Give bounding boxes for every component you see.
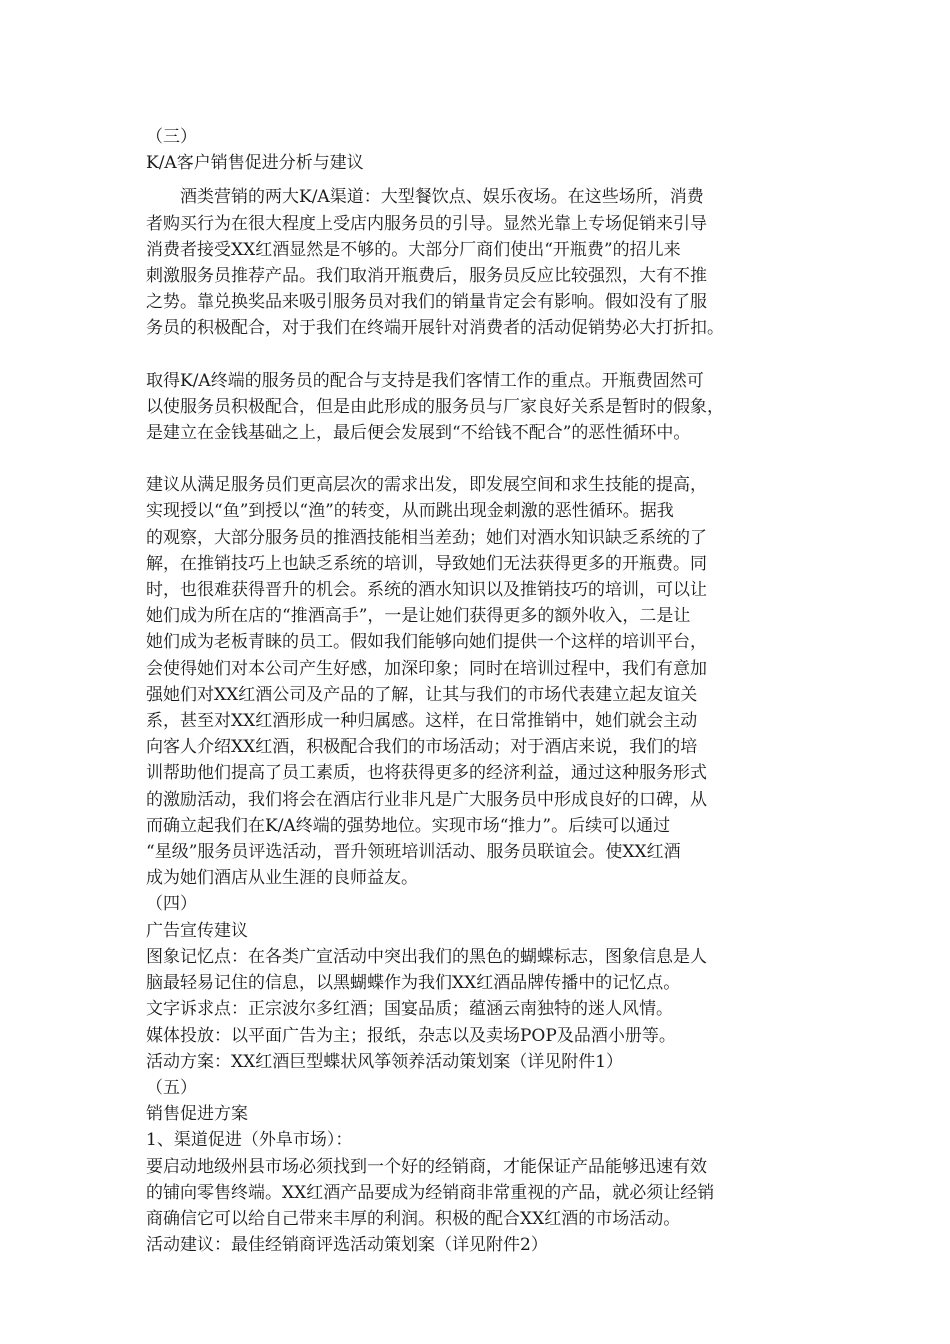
text-line: 成为她们酒店从业生涯的良师益友。: [146, 868, 418, 889]
text-line: 时，也很难获得晋升的机会。系统的酒水知识以及推销技巧的培训，可以让: [146, 580, 707, 601]
text-line: 强她们对XX红酒公司及产品的了解，让其与我们的市场代表建立起友谊关: [146, 684, 698, 705]
text-line: 的铺向零售终端。XX红酒产品要成为经销商非常重视的产品，就必须让经销: [146, 1182, 715, 1203]
paragraph-ka-channels: [146, 184, 826, 341]
text-line: 取得K/A终端的服务员的配合与支持是我们客情工作的重点。开瓶费固然可: [146, 370, 704, 391]
text-line: 活动建议：最佳经销商评选活动策划案（详见附件2）: [146, 1235, 548, 1256]
document-body: [146, 124, 826, 1258]
text-line: 以使服务员积极配合，但是由此形成的服务员与厂家良好关系是暂时的假象，: [146, 396, 724, 417]
paragraph-waiter-cooperation: [146, 368, 826, 447]
text-line: 要启动地级州县市场必须找到一个好的经销商，才能保证产品能够迅速有效: [146, 1156, 707, 1177]
section-number: （三）: [146, 127, 197, 147]
text-line: 之势。靠兑换奖品来吸引服务员对我们的销量肯定会有影响。假如没有了服: [146, 292, 707, 313]
section-title: 销售促进方案: [146, 1104, 248, 1125]
text-line: 是建立在金钱基础之上，最后便会发展到“不给钱不配合”的恶性循环中。: [146, 423, 691, 444]
section-title: K/A客户销售促进分析与建议: [146, 153, 364, 174]
section-number: （五）: [146, 1077, 197, 1098]
paragraph-advertising: [146, 944, 826, 1075]
text-line: 商确信它可以给自己带来丰厚的利润。积极的配合XX红酒的市场活动。: [146, 1208, 681, 1229]
text-line: 1、渠道促进（外阜市场）：: [146, 1130, 353, 1151]
text-line: 系，甚至对XX红酒形成一种归属感。这样，在日常推销中，她们就会主动: [146, 711, 698, 732]
text-line: 图象记忆点：在各类广宣活动中突出我们的黑色的蝴蝶标志，图象信息是人: [146, 946, 707, 967]
text-line: 酒类营销的两大K/A渠道：大型餐饮点、娱乐夜场。在这些场所，消费: [180, 187, 704, 208]
text-line: 务员的积极配合，对于我们在终端开展针对消费者的活动促销势必大打折扣。: [146, 318, 724, 339]
section-title: 广告宣传建议: [146, 920, 248, 941]
paragraph-sales-promotion: [146, 1127, 826, 1258]
text-line: 她们成为所在店的“推酒高手”，一是让她们获得更多的额外收入，二是让: [146, 606, 691, 627]
section-number: （四）: [146, 894, 197, 915]
text-line: 的激励活动，我们将会在酒店行业非凡是广大服务员中形成良好的口碑，从: [146, 789, 707, 810]
text-line: 脑最轻易记住的信息，以黑蝴蝶作为我们XX红酒品牌传播中的记忆点。: [146, 973, 681, 994]
text-line: 训帮助他们提高了员工素质，也将获得更多的经济利益，通过这种服务形式: [146, 763, 707, 784]
text-line: 向客人介绍XX红酒，积极配合我们的市场活动；对于酒店来说，我们的培: [146, 737, 698, 758]
text-line: 而确立起我们在K/A终端的强势地位。实现市场“推力”。后续可以通过: [146, 815, 671, 836]
text-line: 她们成为老板青睐的员工。假如我们能够向她们提供一个这样的培训平台，: [146, 632, 707, 653]
text-line: 会使得她们对本公司产生好感，加深印象；同时在培训过程中，我们有意加: [146, 658, 707, 679]
text-line: 消费者接受XX红酒显然是不够的。大部分厂商们使出“开瓶费”的招儿来: [146, 239, 681, 260]
text-line: 刺激服务员推荐产品。我们取消开瓶费后，服务员反应比较强烈，大有不推: [146, 266, 707, 287]
text-line: 者购买行为在很大程度上受店内服务员的引导。显然光靠上专场促销来引导: [146, 213, 707, 234]
text-line: 的观察，大部分服务员的推酒技能相当差劲；她们对酒水知识缺乏系统的了: [146, 527, 707, 548]
paragraph-training-proposal: [146, 472, 826, 891]
text-line: 解，在推销技巧上也缺乏系统的培训，导致她们无法获得更多的开瓶费。同: [146, 553, 707, 574]
text-line: 实现授以“鱼”到授以“渔”的转变，从而跳出现金刺激的恶性循环。据我: [146, 501, 674, 522]
text-line: 媒体投放：以平面广告为主；报纸，杂志以及卖场POP及品酒小册等。: [146, 1025, 676, 1046]
text-line: “星级”服务员评选活动，晋升领班培训活动、服务员联谊会。使XX红酒: [146, 842, 681, 863]
text-line: 文字诉求点：正宗波尔多红酒；国宴品质；蕴涵云南独特的迷人风情。: [146, 999, 673, 1020]
text-line: 建议从满足服务员们更高层次的需求出发，即发展空间和求生技能的提高，: [146, 475, 707, 496]
text-line: 活动方案：XX红酒巨型蝶状风筝领养活动策划案（详见附件1）: [146, 1051, 624, 1072]
